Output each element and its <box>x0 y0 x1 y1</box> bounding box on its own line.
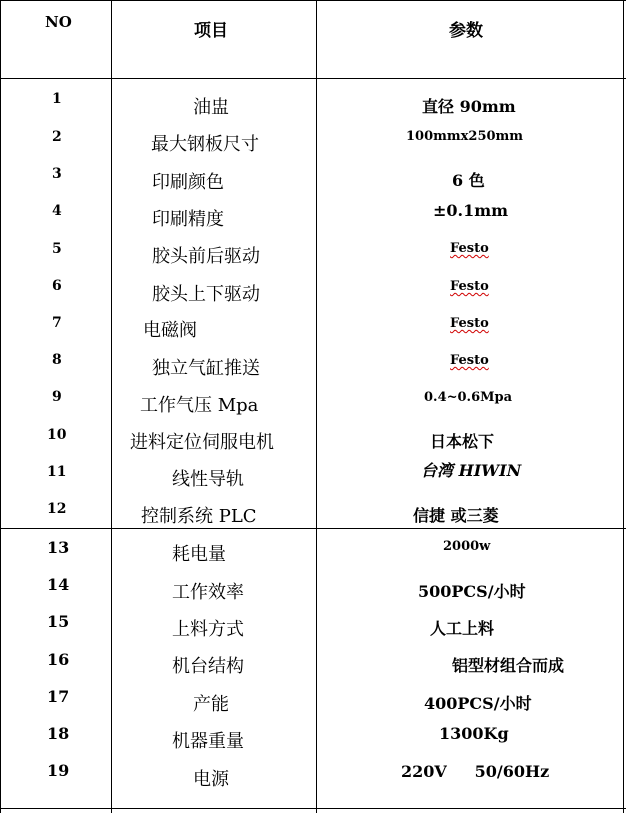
row-no: 10 <box>47 427 67 443</box>
row-no: 3 <box>52 166 62 182</box>
row-param: 1300Kg <box>439 724 509 743</box>
row-no: 13 <box>47 538 70 557</box>
table-border-left <box>0 0 1 813</box>
row-item: 耗电量 <box>172 544 226 565</box>
column-divider-1 <box>111 0 112 813</box>
row-param: 6 色 <box>452 171 485 190</box>
row-item: 最大钢板尺寸 <box>151 134 259 155</box>
table-border-bottom <box>0 808 626 809</box>
row-item: 进料定位伺服电机 <box>130 432 274 453</box>
row-item: 上料方式 <box>172 619 244 640</box>
row-no: 8 <box>52 352 62 368</box>
row-item: 胶头上下驱动 <box>152 284 260 305</box>
row-no: 16 <box>47 650 70 669</box>
row-item: 机台结构 <box>172 656 244 677</box>
row-param: ±0.1mm <box>433 201 509 220</box>
row-no: 12 <box>47 501 67 517</box>
row-item: 工作气压 Mpa <box>140 395 259 416</box>
row-param: 500PCS/小时 <box>418 582 526 601</box>
row-no: 11 <box>47 464 67 480</box>
row-param: 铝型材组合而成 <box>452 656 565 675</box>
row-param: 日本松下 <box>430 432 495 451</box>
header-no: NO <box>45 13 72 31</box>
table-border-top <box>0 0 626 1</box>
row-param: 人工上料 <box>430 619 495 638</box>
row-param: 220V 50/60Hz <box>401 762 550 781</box>
row-no: 6 <box>52 278 62 294</box>
row-param: 信捷 或三菱 <box>413 506 499 525</box>
row-no: 5 <box>52 241 62 257</box>
row-item: 印刷精度 <box>152 209 224 230</box>
row-item: 独立气缸推送 <box>152 358 260 379</box>
row-param: 100mmx250mm <box>406 129 524 144</box>
header-param: 参数 <box>449 21 483 41</box>
row-param: 400PCS/小时 <box>424 694 532 713</box>
row-item: 产能 <box>193 694 229 715</box>
row-item: 电磁阀 <box>143 320 197 341</box>
row-no: 1 <box>52 91 62 107</box>
header-divider <box>0 78 626 79</box>
row-no: 17 <box>47 687 70 706</box>
row-item: 机器重量 <box>172 731 244 752</box>
row-item: 线性导轨 <box>172 469 244 490</box>
row-no: 7 <box>52 315 62 331</box>
column-divider-2 <box>316 0 317 813</box>
row-param: 2000w <box>443 539 491 554</box>
row-item: 胶头前后驱动 <box>152 246 260 267</box>
header-item: 项目 <box>194 21 228 41</box>
row-item: 印刷颜色 <box>152 172 224 193</box>
row-no: 14 <box>47 575 70 594</box>
row-item: 油盅 <box>193 97 229 118</box>
row-param: Festo <box>450 279 489 294</box>
row-no: 2 <box>52 129 62 145</box>
row-no: 4 <box>52 203 62 219</box>
row-param: 台湾 HIWIN <box>421 461 522 480</box>
row-item: 控制系统 PLC <box>141 506 257 527</box>
group-divider <box>0 528 626 529</box>
row-param: 直径 90mm <box>422 97 516 116</box>
row-param: Festo <box>450 353 489 368</box>
row-param: Festo <box>450 241 489 256</box>
row-no: 15 <box>47 612 70 631</box>
row-param: Festo <box>450 316 489 331</box>
row-item: 电源 <box>193 769 229 790</box>
row-param: 0.4~0.6Mpa <box>424 390 513 405</box>
table-border-right <box>623 0 624 813</box>
row-item: 工作效率 <box>172 582 244 603</box>
row-no: 18 <box>47 724 70 743</box>
row-no: 9 <box>52 389 62 405</box>
row-no: 19 <box>47 761 70 780</box>
